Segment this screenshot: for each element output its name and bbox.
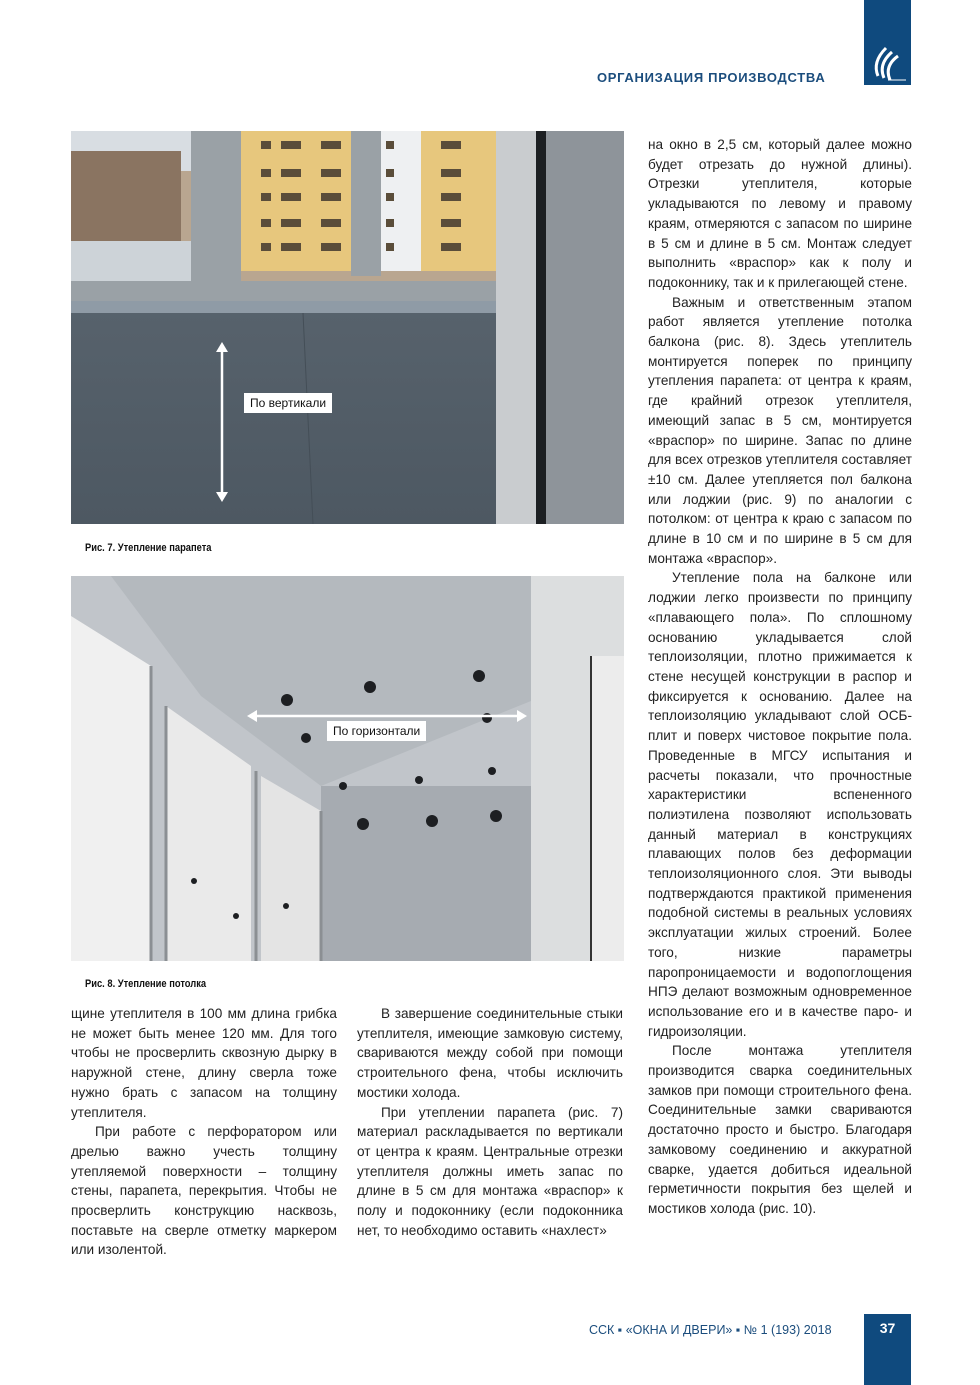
figure-8-photo xyxy=(71,576,624,961)
figure-7-caption: Рис. 7. Утепление парапета xyxy=(85,542,212,554)
text-column-left xyxy=(71,1004,337,1260)
text-column-right xyxy=(648,135,912,1219)
paragraph: При утеплении парапета (рис. 7) материал раскладывается по вертикали от центра к краям. Центральные отрезки утеплителя должны иметь запас по длине в 5 см для монтажа «враспор» к полу и подоконнику (если подоконника нет, то необходимо оставить «нахлест» xyxy=(357,1104,623,1238)
overlay-label-vertical: По вертикали xyxy=(244,393,332,413)
vertical-double-arrow xyxy=(215,342,229,502)
page-number: 37 xyxy=(879,1320,896,1336)
paragraph: При работе с перфоратором или дрелью важно учесть толщину утепляемой поверхности – толщину стены, парапета, перекрытия. Чтобы не просверлить конструкцию насквозь, поставьте на сверле отметку маркером или изолентой. xyxy=(71,1124,337,1258)
paragraph: После монтажа утеплителя производится сварка соединительных замков при помощи строительного фена. Соединительные замки свариваются достаточно просто и быстро. Благодаря замковому соединению и аккуратной сварке, удается добиться идеальной герметичности покрытия без щелей и мостиков холода (рис. 10). xyxy=(648,1043,912,1216)
paragraph: на окно в 2,5 см, который далее можно будет отрезать до нужной длины). Отрезки утеплителя, которые укладываются по левому и правому краям, отмеряются с запасом по ширине в 5 см и длине в 5 см. Монтаж следует выполнить «враспор» как к полу и подоконнику, так и к прилегающей стене. xyxy=(648,137,912,290)
paragraph: В завершение соединительные стыки утеплителя, имеющие замковую систему, свариваются между собой при помощи строительного фена, чтобы исключить мостики холода. xyxy=(357,1006,623,1100)
paragraph: Утепление пола на балконе или лоджии легко произвести по принципу «плавающего пола». По сплошному основанию укладывается слой теплоизоляции, плотно прижимается к стене несущей конструкции в распор и фиксируется к основанию. Далее на теплоизоляцию укладывают слой ОСБ-плит и поверх чистовое покрытие пола. Проведенные в МГСУ испытания и расчеты показали, что прочностные характеристики вспененного полиэтилена позволяют использовать данный материал в конструкциях плавающих полов без деформации теплоизоляционного слоя. Эти выводы подтверждаются практикой применения подобной системы в реальных условиях эксплуатации жилых строений. Более того, низкие параметры паропроницаемости и водопоглощения НПЭ делают возможным одновременное использование его и в качестве паро- и гидроизоляции. xyxy=(648,570,912,1039)
text-column-middle xyxy=(357,1004,623,1240)
paragraph: щине утеплителя в 100 мм длина грибка не может быть менее 120 мм. Для того чтобы не просверлить сквозную дырку в наружной стене, длину сверла тоже нужно брать с запасом на толщину утеплителя. xyxy=(71,1006,337,1120)
journal-logo-icon xyxy=(868,36,908,82)
overlay-label-horizontal: По горизонтали xyxy=(327,721,426,741)
journal-footer: ССК ▪ «ОКНА И ДВЕРИ» ▪ № 1 (193) 2018 xyxy=(589,1323,832,1337)
paragraph: Важным и ответственным этапом работ является утепление потолка балкона (рис. 8). Здесь утеплитель монтируется поперек по принципу утепления парапета: от центра к краям, где крайний отрезок утеплителя, имеющий запас в 5 см, монтируется «враспор» по ширине. Запас по длине для всех отрезков утеплителя составляет ±10 см. Далее утепляется пол балкона или лоджии (рис. 9) по аналогии с потолком: от центра к краю с запасом по длине в 10 см и по ширине в 5 см для монтажа «враспор». xyxy=(648,294,912,566)
section-title: ОРГАНИЗАЦИЯ ПРОИЗВОДСТВА xyxy=(597,70,826,85)
figure-7-photo xyxy=(71,131,624,524)
page-number-box xyxy=(864,1314,911,1385)
figure-8-caption: Рис. 8. Утепление потолка xyxy=(85,978,207,990)
journal-logo xyxy=(864,0,911,85)
